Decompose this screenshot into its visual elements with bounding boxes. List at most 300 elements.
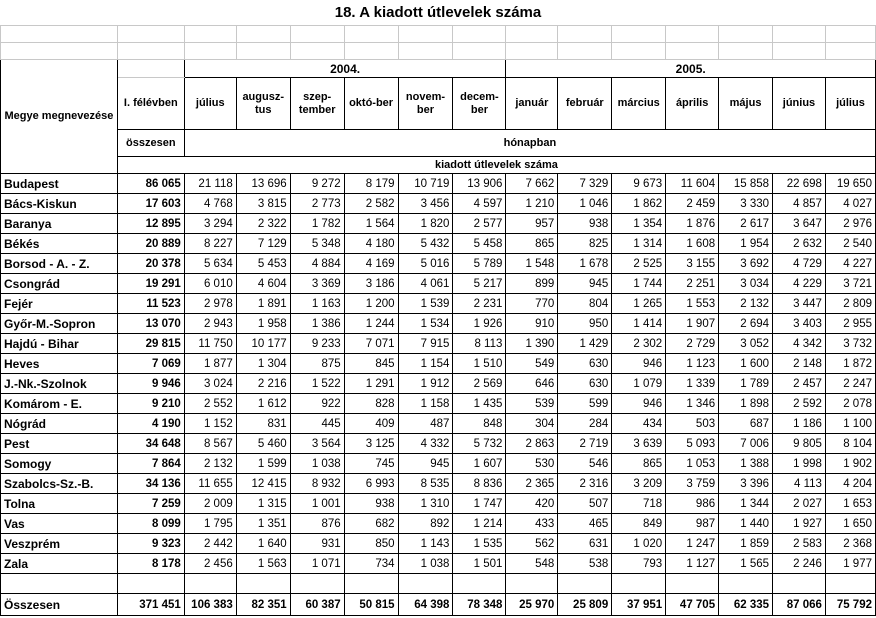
month-value-cell: 2 978 — [184, 294, 236, 314]
month-value-cell: 1 304 — [236, 354, 290, 374]
month-value-cell: 1 001 — [290, 494, 344, 514]
month-value-cell: 8 113 — [453, 334, 506, 354]
county-name: Heves — [1, 354, 118, 374]
month-value-cell: 4 342 — [773, 334, 826, 354]
month-header: szep-tember — [290, 78, 344, 130]
month-value-cell: 1 891 — [236, 294, 290, 314]
month-value-cell: 538 — [558, 554, 612, 574]
half-year-total-cell: 9 323 — [117, 534, 184, 554]
month-value-cell: 910 — [506, 314, 558, 334]
month-value-cell: 25 970 — [506, 594, 558, 616]
month-value-cell: 3 447 — [773, 294, 826, 314]
month-value-cell: 4 884 — [290, 254, 344, 274]
month-value-cell: 2 863 — [506, 434, 558, 454]
month-value-cell: 1 143 — [398, 534, 453, 554]
month-value-cell: 631 — [558, 534, 612, 554]
county-name: Nógrád — [1, 414, 118, 434]
month-value-cell: 5 634 — [184, 254, 236, 274]
month-value-cell: 1 522 — [290, 374, 344, 394]
month-value-cell: 19 650 — [825, 174, 875, 194]
month-value-cell: 5 016 — [398, 254, 453, 274]
month-value-cell: 3 692 — [719, 254, 773, 274]
month-value-cell: 1 795 — [184, 514, 236, 534]
month-value-cell: 4 604 — [236, 274, 290, 294]
month-value-cell: 2 459 — [666, 194, 719, 214]
month-value-cell: 599 — [558, 394, 612, 414]
month-value-cell: 2 552 — [184, 394, 236, 414]
month-value-cell: 3 294 — [184, 214, 236, 234]
county-name: Pest — [1, 434, 118, 454]
month-value-cell: 1 501 — [453, 554, 506, 574]
month-value-cell: 718 — [612, 494, 666, 514]
month-header: február — [558, 78, 612, 130]
month-value-cell: 11 655 — [184, 474, 236, 494]
month-value-cell: 1 599 — [236, 454, 290, 474]
month-value-cell: 2 569 — [453, 374, 506, 394]
half-year-total-cell: 9 210 — [117, 394, 184, 414]
month-value-cell: 804 — [558, 294, 612, 314]
month-value-cell: 1 998 — [773, 454, 826, 474]
month-value-cell: 865 — [506, 234, 558, 254]
month-value-cell: 3 403 — [773, 314, 826, 334]
month-value-cell: 5 789 — [453, 254, 506, 274]
month-value-cell: 3 815 — [236, 194, 290, 214]
month-value-cell: 539 — [506, 394, 558, 414]
table-row — [1, 234, 876, 254]
month-value-cell: 1 247 — [666, 534, 719, 554]
month-value-cell: 2 247 — [825, 374, 875, 394]
month-value-cell: 2 632 — [773, 234, 826, 254]
half-year-total-cell: 20 378 — [117, 254, 184, 274]
month-value-cell: 876 — [290, 514, 344, 534]
month-value-cell: 850 — [344, 534, 398, 554]
month-value-cell: 1 608 — [666, 234, 719, 254]
table-row — [1, 494, 876, 514]
month-value-cell: 9 233 — [290, 334, 344, 354]
month-value-cell: 4 768 — [184, 194, 236, 214]
month-value-cell: 1 440 — [719, 514, 773, 534]
table-row — [1, 534, 876, 554]
month-value-cell: 82 351 — [236, 594, 290, 616]
month-value-cell: 64 398 — [398, 594, 453, 616]
month-header: január — [506, 78, 558, 130]
month-value-cell: 1 186 — [773, 414, 826, 434]
month-value-cell: 3 369 — [290, 274, 344, 294]
month-value-cell: 1 244 — [344, 314, 398, 334]
month-value-cell: 1 565 — [719, 554, 773, 574]
month-value-cell: 1 414 — [612, 314, 666, 334]
month-value-cell: 4 332 — [398, 434, 453, 454]
month-value-cell: 4 729 — [773, 254, 826, 274]
month-value-cell: 9 673 — [612, 174, 666, 194]
county-name: Szabolcs-Sz.-B. — [1, 474, 118, 494]
county-name: Bács-Kiskun — [1, 194, 118, 214]
month-value-cell: 3 396 — [719, 474, 773, 494]
month-value-cell: 304 — [506, 414, 558, 434]
month-value-cell: 7 329 — [558, 174, 612, 194]
month-value-cell: 1 346 — [666, 394, 719, 414]
month-value-cell: 9 272 — [290, 174, 344, 194]
month-value-cell: 2 009 — [184, 494, 236, 514]
blank-row — [1, 574, 876, 594]
month-value-cell: 1 127 — [666, 554, 719, 574]
half-year-total-cell: 371 451 — [117, 594, 184, 616]
month-value-cell: 420 — [506, 494, 558, 514]
month-value-cell: 848 — [453, 414, 506, 434]
month-value-cell: 106 383 — [184, 594, 236, 616]
half-year-total-cell: 12 895 — [117, 214, 184, 234]
month-value-cell: 7 071 — [344, 334, 398, 354]
month-value-cell: 562 — [506, 534, 558, 554]
month-value-cell: 1 653 — [825, 494, 875, 514]
month-value-cell: 1 553 — [666, 294, 719, 314]
month-value-cell: 548 — [506, 554, 558, 574]
county-name: Veszprém — [1, 534, 118, 554]
month-value-cell: 5 732 — [453, 434, 506, 454]
month-value-cell: 1 354 — [612, 214, 666, 234]
month-header: június — [773, 78, 826, 130]
month-value-cell: 5 348 — [290, 234, 344, 254]
total-row — [1, 594, 876, 616]
month-value-cell: 946 — [612, 354, 666, 374]
month-value-cell: 1 435 — [453, 394, 506, 414]
month-value-cell: 845 — [344, 354, 398, 374]
month-value-cell: 3 024 — [184, 374, 236, 394]
month-value-cell: 25 809 — [558, 594, 612, 616]
table-row — [1, 214, 876, 234]
month-value-cell: 1 310 — [398, 494, 453, 514]
month-value-cell: 2 027 — [773, 494, 826, 514]
month-value-cell: 2 729 — [666, 334, 719, 354]
table-row — [1, 274, 876, 294]
month-value-cell: 1 071 — [290, 554, 344, 574]
month-value-cell: 1 872 — [825, 354, 875, 374]
month-value-cell: 1 390 — [506, 334, 558, 354]
month-value-cell: 1 926 — [453, 314, 506, 334]
month-value-cell: 2 457 — [773, 374, 826, 394]
month-value-cell: 1 314 — [612, 234, 666, 254]
month-header: március — [612, 78, 666, 130]
month-value-cell: 770 — [506, 294, 558, 314]
month-value-cell: 62 335 — [719, 594, 773, 616]
month-value-cell: 1 876 — [666, 214, 719, 234]
half-year-total-cell: 34 136 — [117, 474, 184, 494]
table-row — [1, 454, 876, 474]
month-value-cell: 7 006 — [719, 434, 773, 454]
county-name: Budapest — [1, 174, 118, 194]
county-name: Fejér — [1, 294, 118, 314]
month-value-cell: 434 — [612, 414, 666, 434]
year-header-row — [1, 60, 876, 78]
month-value-cell: 8 535 — [398, 474, 453, 494]
month-value-cell: 2 719 — [558, 434, 612, 454]
month-header: április — [666, 78, 719, 130]
county-name: J.-Nk.-Szolnok — [1, 374, 118, 394]
month-value-cell: 3 052 — [719, 334, 773, 354]
month-value-cell: 3 125 — [344, 434, 398, 454]
table-row — [1, 334, 876, 354]
county-name: Baranya — [1, 214, 118, 234]
month-value-cell: 1 020 — [612, 534, 666, 554]
month-value-cell: 1 152 — [184, 414, 236, 434]
month-value-cell: 5 458 — [453, 234, 506, 254]
month-header-row — [1, 78, 876, 130]
month-value-cell: 2 592 — [773, 394, 826, 414]
month-value-cell: 1 954 — [719, 234, 773, 254]
month-value-cell: 1 038 — [398, 554, 453, 574]
month-header: decem-ber — [453, 78, 506, 130]
half-year-total-cell: 7 259 — [117, 494, 184, 514]
month-value-cell: 1 315 — [236, 494, 290, 514]
month-value-cell: 1 862 — [612, 194, 666, 214]
month-value-cell: 445 — [290, 414, 344, 434]
month-value-cell: 1 344 — [719, 494, 773, 514]
month-value-cell: 546 — [558, 454, 612, 474]
half-year-total-cell: 7 069 — [117, 354, 184, 374]
month-header: július — [184, 78, 236, 130]
month-value-cell: 8 567 — [184, 434, 236, 454]
blank-row — [1, 43, 876, 60]
month-value-cell: 3 155 — [666, 254, 719, 274]
table-row — [1, 474, 876, 494]
month-value-cell: 507 — [558, 494, 612, 514]
month-value-cell: 2 148 — [773, 354, 826, 374]
table-row — [1, 414, 876, 434]
half-year-total-cell: 4 190 — [117, 414, 184, 434]
county-name: Hajdú - Bihar — [1, 334, 118, 354]
month-value-cell: 2 302 — [612, 334, 666, 354]
county-name: Vas — [1, 514, 118, 534]
month-value-cell: 1 563 — [236, 554, 290, 574]
month-value-cell: 950 — [558, 314, 612, 334]
month-value-cell: 4 227 — [825, 254, 875, 274]
month-value-cell: 1 429 — [558, 334, 612, 354]
month-value-cell: 793 — [612, 554, 666, 574]
half-year-total-cell: 8 178 — [117, 554, 184, 574]
month-value-cell: 50 815 — [344, 594, 398, 616]
month-value-cell: 21 118 — [184, 174, 236, 194]
month-value-cell: 2 577 — [453, 214, 506, 234]
month-value-cell: 1 210 — [506, 194, 558, 214]
month-value-cell: 1 100 — [825, 414, 875, 434]
month-value-cell: 938 — [344, 494, 398, 514]
month-value-cell: 1 600 — [719, 354, 773, 374]
month-value-cell: 13 906 — [453, 174, 506, 194]
month-value-cell: 8 179 — [344, 174, 398, 194]
month-value-cell: 2 322 — [236, 214, 290, 234]
month-value-cell: 745 — [344, 454, 398, 474]
month-value-cell: 8 932 — [290, 474, 344, 494]
county-name: Zala — [1, 554, 118, 574]
county-name: Tolna — [1, 494, 118, 514]
half-year-total-cell: 19 291 — [117, 274, 184, 294]
month-value-cell: 687 — [719, 414, 773, 434]
half-year-total-cell: 17 603 — [117, 194, 184, 214]
month-value-cell: 2 078 — [825, 394, 875, 414]
month-value-cell: 2 456 — [184, 554, 236, 574]
month-value-cell: 3 721 — [825, 274, 875, 294]
month-value-cell: 2 132 — [184, 454, 236, 474]
month-value-cell: 1 898 — [719, 394, 773, 414]
month-value-cell: 1 548 — [506, 254, 558, 274]
month-value-cell: 465 — [558, 514, 612, 534]
month-value-cell: 1 958 — [236, 314, 290, 334]
table-row — [1, 314, 876, 334]
month-value-cell: 1 612 — [236, 394, 290, 414]
county-name: Komárom - E. — [1, 394, 118, 414]
county-name: Somogy — [1, 454, 118, 474]
blank-row — [1, 26, 876, 43]
month-value-cell: 1 564 — [344, 214, 398, 234]
month-value-cell: 60 387 — [290, 594, 344, 616]
measure-header-row — [1, 157, 876, 174]
month-value-cell: 2 955 — [825, 314, 875, 334]
month-value-cell: 3 186 — [344, 274, 398, 294]
month-value-cell: 4 857 — [773, 194, 826, 214]
month-value-cell: 3 647 — [773, 214, 826, 234]
month-value-cell: 10 177 — [236, 334, 290, 354]
month-value-cell: 284 — [558, 414, 612, 434]
month-value-cell: 7 129 — [236, 234, 290, 254]
unit-header-row — [1, 130, 876, 157]
month-value-cell: 1 265 — [612, 294, 666, 314]
month-value-cell: 5 432 — [398, 234, 453, 254]
month-value-cell: 4 180 — [344, 234, 398, 254]
month-header: május — [719, 78, 773, 130]
month-value-cell: 8 227 — [184, 234, 236, 254]
month-value-cell: 828 — [344, 394, 398, 414]
month-value-cell: 1 214 — [453, 514, 506, 534]
month-value-cell: 2 251 — [666, 274, 719, 294]
month-header: novem-ber — [398, 78, 453, 130]
month-value-cell: 2 368 — [825, 534, 875, 554]
month-value-cell: 2 976 — [825, 214, 875, 234]
month-value-cell: 1 859 — [719, 534, 773, 554]
month-value-cell: 2 365 — [506, 474, 558, 494]
month-value-cell: 87 066 — [773, 594, 826, 616]
month-value-cell: 22 698 — [773, 174, 826, 194]
month-value-cell: 7 915 — [398, 334, 453, 354]
month-value-cell: 986 — [666, 494, 719, 514]
month-value-cell: 2 442 — [184, 534, 236, 554]
month-value-cell: 1 038 — [290, 454, 344, 474]
month-value-cell: 1 535 — [453, 534, 506, 554]
month-value-cell: 899 — [506, 274, 558, 294]
month-value-cell: 2 132 — [719, 294, 773, 314]
month-value-cell: 938 — [558, 214, 612, 234]
county-name: Csongrád — [1, 274, 118, 294]
table-row — [1, 294, 876, 314]
month-value-cell: 5 460 — [236, 434, 290, 454]
month-value-cell: 3 732 — [825, 334, 875, 354]
month-value-cell: 4 597 — [453, 194, 506, 214]
month-value-cell: 1 339 — [666, 374, 719, 394]
month-value-cell: 78 348 — [453, 594, 506, 616]
month-value-cell: 12 415 — [236, 474, 290, 494]
month-value-cell: 4 229 — [773, 274, 826, 294]
table-title: 18. A kiadott útlevelek száma — [334, 4, 542, 21]
month-value-cell: 3 034 — [719, 274, 773, 294]
month-value-cell: 2 617 — [719, 214, 773, 234]
month-value-cell: 865 — [612, 454, 666, 474]
month-value-cell: 2 694 — [719, 314, 773, 334]
table-row — [1, 194, 876, 214]
month-value-cell: 931 — [290, 534, 344, 554]
month-value-cell: 630 — [558, 354, 612, 374]
month-header: július — [825, 78, 875, 130]
month-value-cell: 1 640 — [236, 534, 290, 554]
month-value-cell: 487 — [398, 414, 453, 434]
month-value-cell: 630 — [558, 374, 612, 394]
month-value-cell: 4 113 — [773, 474, 826, 494]
half-year-total-cell: 20 889 — [117, 234, 184, 254]
month-value-cell: 5 217 — [453, 274, 506, 294]
month-value-cell: 1 539 — [398, 294, 453, 314]
month-header: augusz-tus — [236, 78, 290, 130]
county-name: Győr-M.-Sopron — [1, 314, 118, 334]
half-year-total-cell: 11 523 — [117, 294, 184, 314]
month-value-cell: 734 — [344, 554, 398, 574]
month-value-cell: 4 169 — [344, 254, 398, 274]
month-value-cell: 3 759 — [666, 474, 719, 494]
month-value-cell: 1 154 — [398, 354, 453, 374]
table-row — [1, 354, 876, 374]
month-value-cell: 2 809 — [825, 294, 875, 314]
table-row — [1, 374, 876, 394]
month-value-cell: 922 — [290, 394, 344, 414]
half-year-total-cell: 7 864 — [117, 454, 184, 474]
month-value-cell: 945 — [558, 274, 612, 294]
month-value-cell: 1 510 — [453, 354, 506, 374]
month-value-cell: 2 316 — [558, 474, 612, 494]
table-row — [1, 554, 876, 574]
month-value-cell: 1 650 — [825, 514, 875, 534]
month-value-cell: 1 158 — [398, 394, 453, 414]
measure-header: kiadott útlevelek száma — [117, 157, 875, 174]
month-value-cell: 1 678 — [558, 254, 612, 274]
month-value-cell: 4 204 — [825, 474, 875, 494]
half-year-total-cell: 86 065 — [117, 174, 184, 194]
month-value-cell: 987 — [666, 514, 719, 534]
month-value-cell: 3 456 — [398, 194, 453, 214]
month-value-cell: 2 231 — [453, 294, 506, 314]
half-year-total-cell: 13 070 — [117, 314, 184, 334]
month-value-cell: 2 943 — [184, 314, 236, 334]
month-value-cell: 1 747 — [453, 494, 506, 514]
month-value-cell: 1 902 — [825, 454, 875, 474]
month-value-cell: 2 525 — [612, 254, 666, 274]
total-header: összesen — [117, 130, 184, 157]
month-value-cell: 1 046 — [558, 194, 612, 214]
month-value-cell: 3 639 — [612, 434, 666, 454]
month-value-cell: 957 — [506, 214, 558, 234]
month-value-cell: 825 — [558, 234, 612, 254]
month-value-cell: 2 582 — [344, 194, 398, 214]
month-value-cell: 1 123 — [666, 354, 719, 374]
month-value-cell: 2 540 — [825, 234, 875, 254]
month-value-cell: 3 209 — [612, 474, 666, 494]
month-value-cell: 4 061 — [398, 274, 453, 294]
month-value-cell: 646 — [506, 374, 558, 394]
month-value-cell: 892 — [398, 514, 453, 534]
month-value-cell: 1 820 — [398, 214, 453, 234]
month-value-cell: 1 351 — [236, 514, 290, 534]
month-value-cell: 1 163 — [290, 294, 344, 314]
month-value-cell: 433 — [506, 514, 558, 534]
county-name: Borsod - A. - Z. — [1, 254, 118, 274]
month-value-cell: 1 789 — [719, 374, 773, 394]
month-value-cell: 682 — [344, 514, 398, 534]
